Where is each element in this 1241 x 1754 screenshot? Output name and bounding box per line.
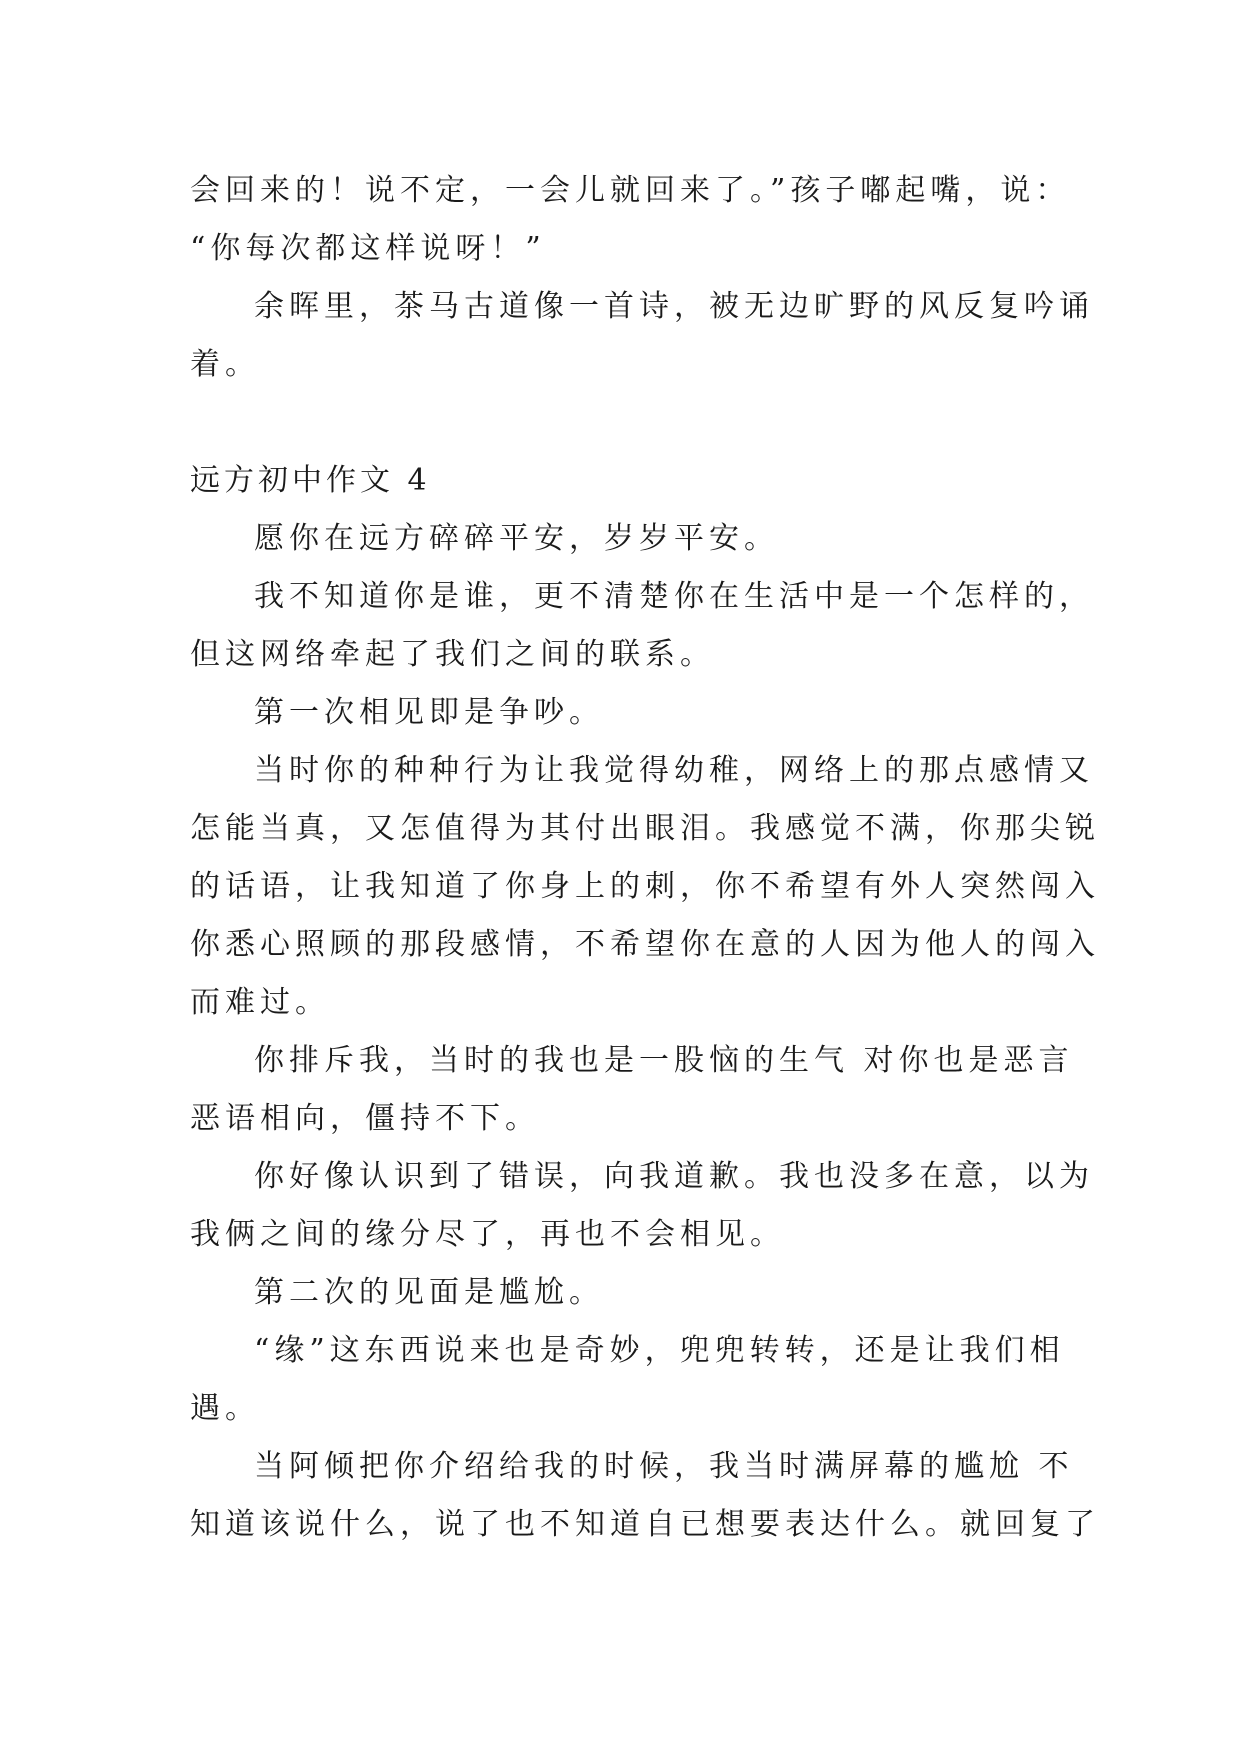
text-line: 你悉心照顾的那段感情，不希望你在意的人因为他人的闯入 <box>190 927 1100 962</box>
text-line: 恶语相向，僵持不下。 <box>190 1101 540 1136</box>
text-line: 第一次相见即是争吵。 <box>254 695 604 730</box>
text-line: 遇。 <box>190 1391 260 1426</box>
text-line: 的话语，让我知道了你身上的刺，你不希望有外人突然闯入 <box>190 869 1100 904</box>
document-body <box>190 162 1100 1554</box>
text-line: 第二次的见面是尴尬。 <box>254 1275 604 1310</box>
text-line: 你排斥我，当时的我也是一股恼的生气 对你也是恶言 <box>254 1043 1074 1078</box>
section-heading: 远方初中作文 4 <box>190 463 431 498</box>
text-line: 愿你在远方碎碎平安，岁岁平安。 <box>254 521 779 556</box>
text-line: 而难过。 <box>190 985 330 1020</box>
text-line: “你每次都这样说呀！” <box>190 231 546 266</box>
text-line: 知道该说什么，说了也不知道自已想要表达什么。就回复了 <box>190 1507 1100 1542</box>
text-line: 着。 <box>190 347 260 382</box>
text-line: 但这网络牵起了我们之间的联系。 <box>190 637 715 672</box>
blank-line <box>190 394 1060 452</box>
text-line: 余晖里，茶马古道像一首诗，被无边旷野的风反复吟诵 <box>254 289 1094 324</box>
text-line: 我俩之间的缘分尽了，再也不会相见。 <box>190 1217 785 1252</box>
text-line: “缘”这东西说来也是奇妙，兜兜转转，还是让我们相 <box>254 1333 1065 1368</box>
text-line: 会回来的！说不定，一会儿就回来了。”孩子嘟起嘴，说： <box>190 173 1071 208</box>
text-line: 我不知道你是谁，更不清楚你在生活中是一个怎样的， <box>254 579 1094 614</box>
text-line: 你好像认识到了错误，向我道歉。我也没多在意，以为 <box>254 1159 1094 1194</box>
text-line: 当阿倾把你介绍给我的时候，我当时满屏幕的尴尬 不 <box>254 1449 1074 1484</box>
text-line: 怎能当真，又怎值得为其付出眼泪。我感觉不满，你那尖锐 <box>190 811 1100 846</box>
text-line: 当时你的种种行为让我觉得幼稚，网络上的那点感情又 <box>254 753 1094 788</box>
